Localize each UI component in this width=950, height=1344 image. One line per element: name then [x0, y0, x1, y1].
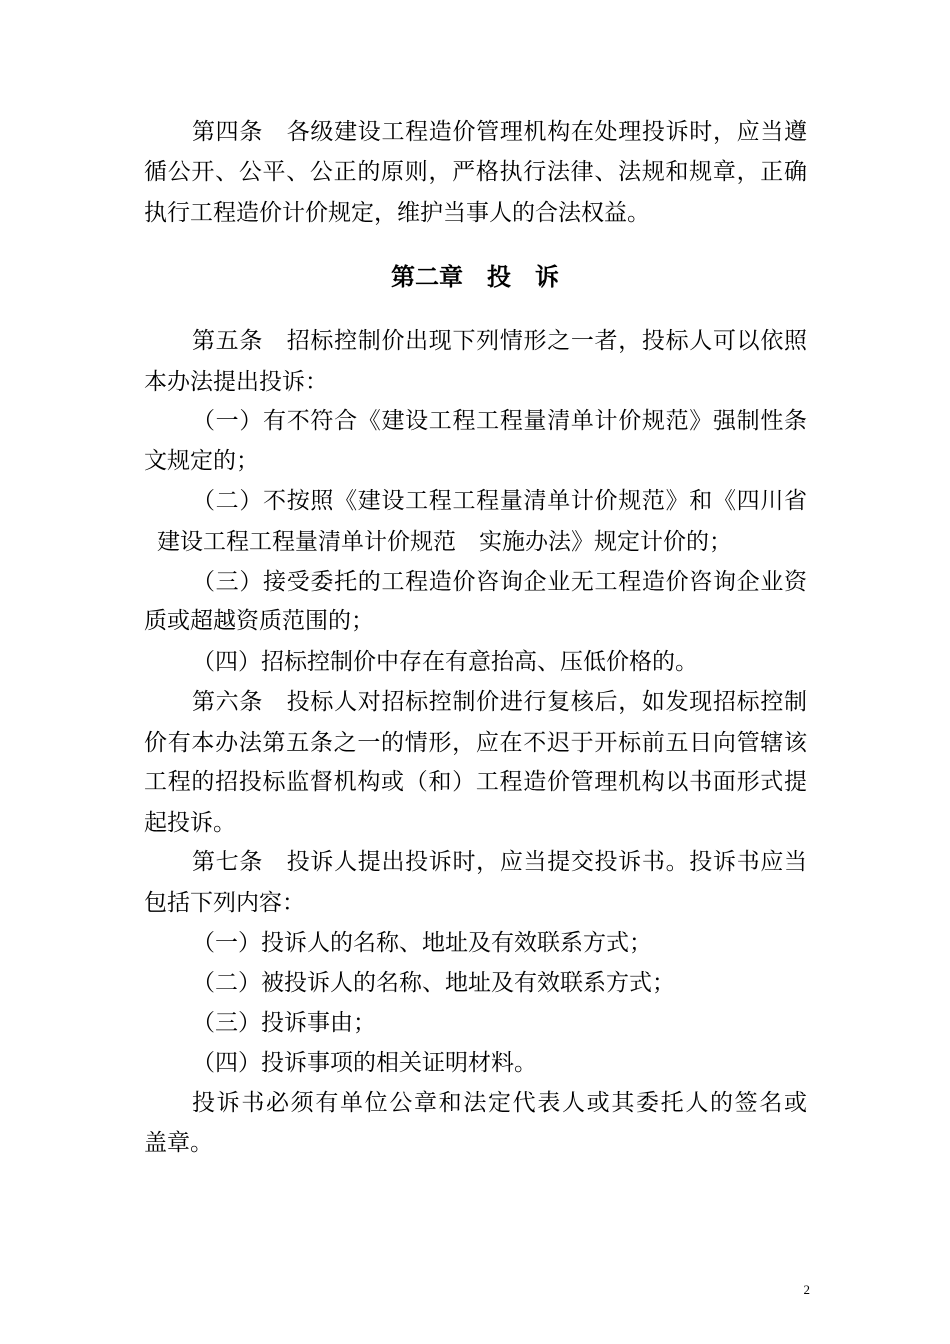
- article-4-line-2: 循公开、公平、公正的原则，严格执行法律、法规和规章，正确: [144, 159, 807, 185]
- article-5-item-3-line-2: 质或超越资质范围的；: [144, 608, 374, 634]
- article-6-line-3: 工程的招投标监督机构或（和）工程造价管理机构以书面形式提: [144, 769, 807, 795]
- article-7-item-1: （一）投诉人的名称、地址及有效联系方式；: [192, 930, 652, 956]
- article-6-line-2: 价有本办法第五条之一的情形，应在不迟于开标前五日向管辖该: [144, 730, 807, 756]
- article-7-line-2: 包括下列内容：: [144, 890, 305, 916]
- article-5-line-2: 本办法提出投诉：: [144, 369, 328, 395]
- page-number: 2: [803, 1282, 810, 1297]
- article-4-line-3: 执行工程造价计价规定，维护当事人的合法权益。: [144, 200, 650, 226]
- article-4-line-1: 第四条 各级建设工程造价管理机构在处理投诉时，应当遵: [192, 119, 807, 145]
- article-5-item-3-line-1: （三）接受委托的工程造价咨询企业无工程造价咨询企业资: [192, 569, 807, 595]
- article-7-item-4: （四）投诉事项的相关证明材料。: [192, 1050, 537, 1076]
- article-5-item-1-line-2: 文规定的；: [144, 448, 259, 474]
- article-5-item-1-line-1: （一）有不符合《建设工程工程量清单计价规范》强制性条: [192, 408, 807, 434]
- article-6-line-4: 起投诉。: [144, 810, 236, 836]
- article-7-seal-line-1: 投诉书必须有单位公章和法定代表人或其委托人的签名或: [192, 1090, 807, 1116]
- article-7-seal-line-2: 盖章。: [144, 1130, 213, 1156]
- article-5-item-2-line-2: 建设工程工程量清单计价规范 实施办法》规定计价的；: [157, 529, 732, 555]
- article-7-item-3: （三）投诉事由；: [192, 1010, 376, 1036]
- article-7-item-2: （二）被投诉人的名称、地址及有效联系方式；: [192, 970, 675, 996]
- article-5-line-1: 第五条 招标控制价出现下列情形之一者，投标人可以依照: [192, 328, 807, 354]
- article-5-item-2-line-1: （二）不按照《建设工程工程量清单计价规范》和《四川省: [192, 488, 807, 514]
- article-6-line-1: 第六条 投标人对招标控制价进行复核后，如发现招标控制: [192, 689, 807, 715]
- article-5-item-4: （四）招标控制价中存在有意抬高、压低价格的。: [192, 649, 698, 675]
- article-7-line-1: 第七条 投诉人提出投诉时，应当提交投诉书。投诉书应当: [192, 849, 807, 875]
- chapter-heading: 第二章 投 诉: [391, 263, 559, 291]
